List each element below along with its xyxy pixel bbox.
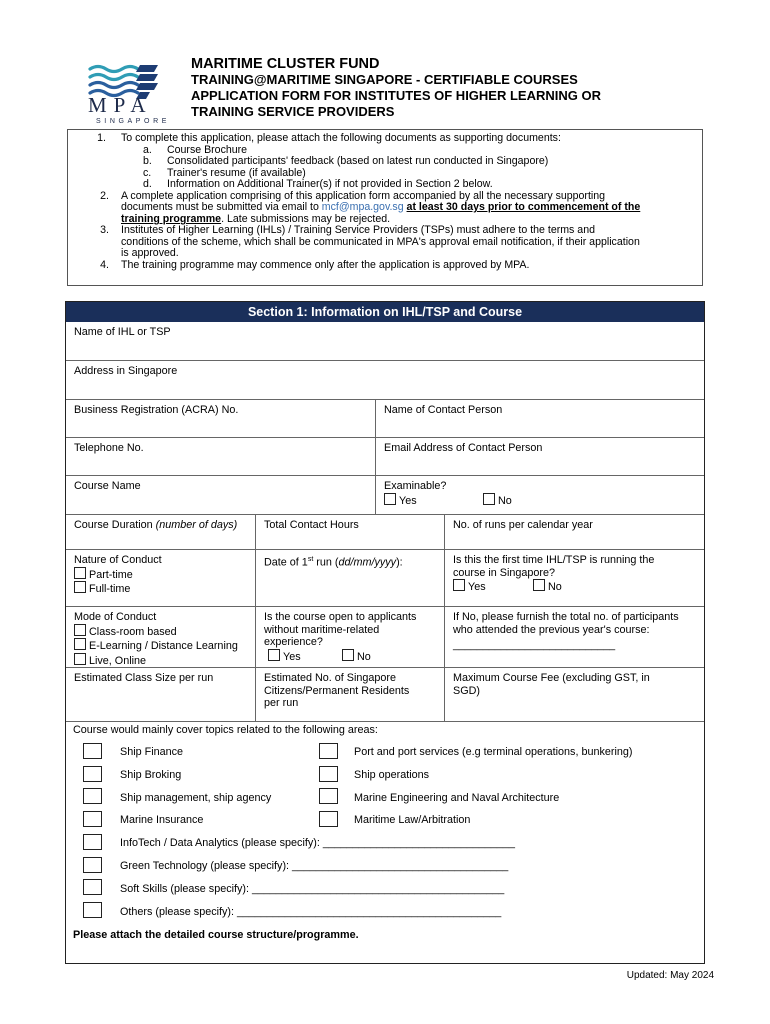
checkbox-icon — [268, 649, 280, 661]
class-size-field[interactable]: Estimated Class Size per run — [66, 668, 256, 722]
topic-specify-soft-skills[interactable]: Soft Skills (please specify): __________________________________________ — [120, 883, 505, 895]
topic-label: Ship management, ship agency — [120, 792, 272, 804]
logo-wordmark: MPA — [88, 93, 153, 117]
open-no[interactable]: No — [342, 649, 371, 664]
checkbox-icon — [342, 649, 354, 661]
instruction-1d: Information on Additional Trainer(s) if not provided in Section 2 below. — [167, 178, 493, 190]
instruction-1a: Course Brochure — [167, 144, 248, 156]
checkbox-icon — [74, 638, 86, 650]
contact-email-field[interactable]: Email Address of Contact Person — [376, 438, 704, 476]
first-time-no[interactable]: No — [533, 579, 562, 594]
checkbox-icon — [483, 493, 495, 505]
section1-heading: Section 1: Information on IHL/TSP and Course — [66, 302, 704, 322]
instruction-1: To complete this application, please attach the following documents as supporting documents: — [121, 132, 561, 144]
topic-label: Marine Insurance — [120, 814, 204, 826]
topic-checkbox-port-services[interactable] — [319, 743, 338, 759]
topic-specify-green-tech[interactable]: Green Technology (please specify): ____________________________________ — [120, 860, 509, 872]
topic-checkbox-infotech[interactable] — [83, 834, 102, 850]
instructions-box: 1. To complete this application, please attach the following documents as supporting documents: a. Course Brochure b. Consolidated participants' feedback (based on latest run conducted in Singapore) c. Trainer's resume (if available) d. Information on Additional Trainer(s) if not provided in Section 2 below. 2. A complete application comprising of this application form accompanied by all the necessary supporting documents must be submitted via email to mcf@mpa.gov.sg at least 30 days prior to commencement of the training programme. Late submissions may be rejected. 3. Institutes of Higher Learning (IHLs) / Training Service Providers (TSPs) must adhere to the terms and conditions of the scheme, which shall be communicated in MPA's approval email notification, if their application is approved. 4. The training programme may commence only after the application is approved by MPA. — [67, 129, 703, 286]
checkbox-icon — [74, 653, 86, 665]
runs-per-year-field[interactable]: No. of runs per calendar year — [445, 515, 704, 550]
examinable-no[interactable]: No — [483, 493, 512, 508]
topic-label: Ship Broking — [120, 769, 182, 781]
first-time-yes[interactable]: Yes — [453, 579, 486, 594]
open-applicants-question: Is the course open to applicants without maritime-related experience? Yes No — [256, 607, 445, 668]
ihl-name-field[interactable]: Name of IHL or TSP — [66, 322, 704, 361]
address-field[interactable]: Address in Singapore — [66, 361, 704, 400]
acra-field[interactable]: Business Registration (ACRA) No. — [66, 400, 376, 438]
instruction-1b: Consolidated participants' feedback (based on latest run conducted in Singapore) — [167, 155, 549, 167]
form-title: MARITIME CLUSTER FUND — [191, 56, 380, 72]
topic-label: Ship operations — [354, 769, 430, 781]
course-name-field[interactable]: Course Name — [66, 476, 376, 515]
topic-checkbox-marine-insurance[interactable] — [83, 811, 102, 827]
first-time-question: Is this the first time IHL/TSP is running the course in Singapore? Yes No — [445, 550, 704, 607]
checkbox-icon — [453, 579, 465, 591]
instruction-1c: Trainer's resume (if available) — [167, 167, 306, 179]
topics-intro: Course would mainly cover topics related to the following areas: — [73, 724, 378, 736]
examinable-field: Examinable? Yes No — [376, 476, 704, 515]
checkbox-icon — [74, 624, 86, 636]
elearning-option[interactable]: E-Learning / Distance Learning — [74, 638, 255, 653]
sg-citizens-field[interactable]: Estimated No. of Singapore Citizens/Permanent Residents per run — [256, 668, 445, 722]
topic-checkbox-marine-engineering[interactable] — [319, 788, 338, 804]
checkbox-icon — [74, 581, 86, 593]
logo-subtext: SINGAPORE — [96, 118, 171, 125]
contact-hours-field[interactable]: Total Contact Hours — [256, 515, 445, 550]
topic-checkbox-ship-management[interactable] — [83, 788, 102, 804]
topic-label: Port and port services (e.g terminal operations, bunkering) — [354, 746, 633, 758]
open-yes[interactable]: Yes — [268, 649, 301, 664]
topic-checkbox-maritime-law[interactable] — [319, 811, 338, 827]
instruction-2: A complete application comprising of this application form accompanied by all the necessary supporting — [121, 190, 606, 202]
part-time-option[interactable]: Part-time — [74, 567, 255, 582]
checkbox-icon — [384, 493, 396, 505]
examinable-yes[interactable]: Yes — [384, 493, 417, 508]
first-run-date-field[interactable]: Date of 1st run (dd/mm/yyyy): — [256, 550, 445, 607]
checkbox-icon — [74, 567, 86, 579]
nature-of-conduct: Nature of Conduct Part-time Full-time — [66, 550, 256, 607]
contact-name-field[interactable]: Name of Contact Person — [376, 400, 704, 438]
telephone-field[interactable]: Telephone No. — [66, 438, 376, 476]
topic-checkbox-others[interactable] — [83, 902, 102, 918]
instruction-4: The training programme may commence only after the application is approved by MPA. — [121, 259, 530, 271]
mode-of-conduct: Mode of Conduct Class-room based E-Learning / Distance Learning Live, Online — [66, 607, 256, 668]
section1-form — [65, 301, 705, 964]
previous-participants-field[interactable]: If No, please furnish the total no. of participants who attended the previous year's course: ___________________________ — [445, 607, 704, 668]
topic-specify-others[interactable]: Others (please specify): ____________________________________________ — [120, 906, 502, 918]
topic-checkbox-soft-skills[interactable] — [83, 879, 102, 895]
full-time-option[interactable]: Full-time — [74, 581, 255, 596]
checkbox-icon — [533, 579, 545, 591]
form-subtitle: TRAINING@MARITIME SINGAPORE - CERTIFIABLE COURSES APPLICATION FORM FOR INSTITUTES OF HIGHER LEARNING OR TRAINING SERVICE PROVIDERS — [191, 72, 601, 119]
classroom-option[interactable]: Class-room based — [74, 624, 255, 639]
topic-checkbox-ship-finance[interactable] — [83, 743, 102, 759]
live-online-option[interactable]: Live, Online — [74, 653, 255, 668]
instruction-3: Institutes of Higher Learning (IHLs) / Training Service Providers (TSPs) must adhere to the terms and — [121, 224, 595, 236]
topic-checkbox-green-tech[interactable] — [83, 857, 102, 873]
topic-specify-infotech[interactable]: InfoTech / Data Analytics (please specify): ________________________________ — [120, 837, 515, 849]
topic-label: Maritime Law/Arbitration — [354, 814, 471, 826]
updated-date: Updated: May 2024 — [626, 970, 714, 981]
topic-label: Marine Engineering and Naval Architecture — [354, 792, 560, 804]
topic-checkbox-ship-operations[interactable] — [319, 766, 338, 782]
max-fee-field[interactable]: Maximum Course Fee (excluding GST, in SGD) — [445, 668, 704, 722]
topic-label: Ship Finance — [120, 746, 184, 758]
mcf-email-link[interactable]: mcf@mpa.gov.sg — [321, 201, 404, 213]
topic-checkbox-ship-broking[interactable] — [83, 766, 102, 782]
attach-note: Please attach the detailed course structure/programme. — [73, 929, 359, 941]
duration-field[interactable]: Course Duration (number of days) — [66, 515, 256, 550]
